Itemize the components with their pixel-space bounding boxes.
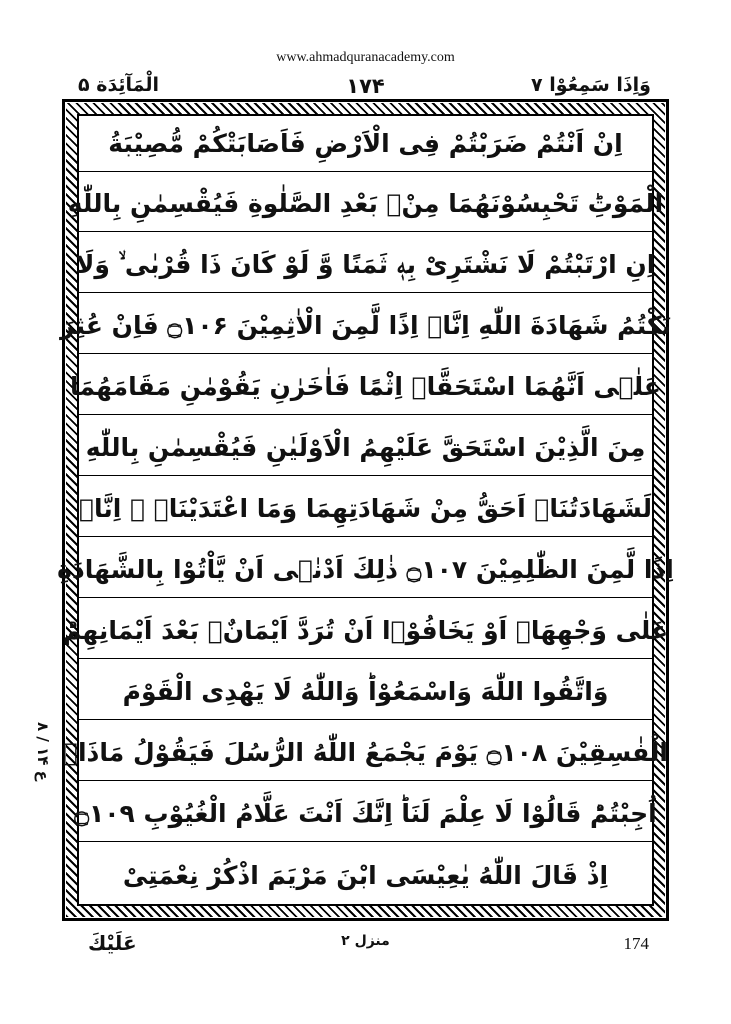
verse-line: وَاتَّقُوا اللّٰهَ وَاسْمَعُوْاؕ وَاللّٰهُ لَا یَهْدِی الْقَوْمَ [79,664,652,720]
verse-line: لَشَهَادَتُنَاۤ اَحَقُّ مِنْ شَهَادَتِهِمَا وَمَا اعْتَدَیْنَاۤ ۖ اِنَّاۤ [79,481,652,537]
verse-line: اِذْ قَالَ اللّٰهُ یٰعِیْسَی ابْنَ مَرْیَمَ اذْكُرْ نِعْمَتِیْ [122,861,609,890]
ruku-marker: ع ۱۴ / ۸ [34,721,52,781]
verse-line: اُجِبْتُمْؕ قَالُوْا لَا عِلْمَ لَنَاؕ اِنَّكَ اَنْتَ عَلَّامُ الْغُیُوْبِ ۝۱۰۹ [79,786,652,842]
verse-line: مِنَ الَّذِیْنَ اسْتَحَقَّ عَلَیْهِمُ الْاَوْلَیٰنِ فَیُقْسِمٰنِ بِاللّٰهِ [79,420,652,476]
verse-line: اِنْ اَنْتُمْ ضَرَبْتُمْ فِی الْاَرْضِ فَاَصَابَتْكُمْ مُّصِیْبَةُ [79,116,652,172]
surah-title: الْمَآئِدَة ۵ [78,74,160,96]
verse-line: الْمَوْتِؕ تَحْبِسُوْنَهُمَا مِنْۢ بَعْدِ الصَّلٰوةِ فَیُقْسِمٰنِ بِاللّٰهِ [79,176,652,232]
page-number-arabic: ۱۷۴ [346,74,385,98]
verse-lines [57,116,674,904]
juz-title: وَاِذَا سَمِعُوْا ۷ [531,74,651,96]
verse-line: اِنِ ارْتَبْتُمْ لَا نَشْتَرِیْ بِهٖ ثَمَنًا وَّ لَوْ كَانَ ذَا قُرْبٰی ۙ وَلَا [79,237,652,293]
page-number: 174 [623,934,649,953]
verse-line: اِذًا لَّمِنَ الظّٰلِمِیْنَ ۝۱۰۷ ذٰلِكَ اَدْنٰۤی اَنْ یَّاْتُوْا بِالشَّهَادَةِ [79,542,652,598]
verse-line: الْفٰسِقِیْنَ ۝۱۰۸ یَوْمَ یَجْمَعُ اللّٰهُ الرُّسُلَ فَیَقُوْلُ مَاذَاۤ [79,725,652,781]
verse-line: عَلٰی وَجْهِهَاۤ اَوْ یَخَافُوْۤا اَنْ تُرَدَّ اَیْمَانٌۢ بَعْدَ اَیْمَانِهِمْؕ [79,603,652,659]
catchword: عَلَیْكَ [88,931,137,955]
manzil-label: منزل ۲ [341,933,390,949]
verse-line: عَلٰۤی اَنَّهُمَا اسْتَحَقَّاۤ اِثْمًا فَاٰخَرٰنِ یَقُوْمٰنِ مَقَامَهُمَا [79,359,652,415]
website-url: www.ahmadquranacademy.com [276,50,455,65]
text-panel [57,114,674,906]
verse-line: نَكْتُمُ شَهَادَةَ اللّٰهِ اِنَّاۤ اِذًا لَّمِنَ الْاٰثِمِیْنَ ۝۱۰۶ فَاِنْ عُثِرَ [79,298,652,354]
